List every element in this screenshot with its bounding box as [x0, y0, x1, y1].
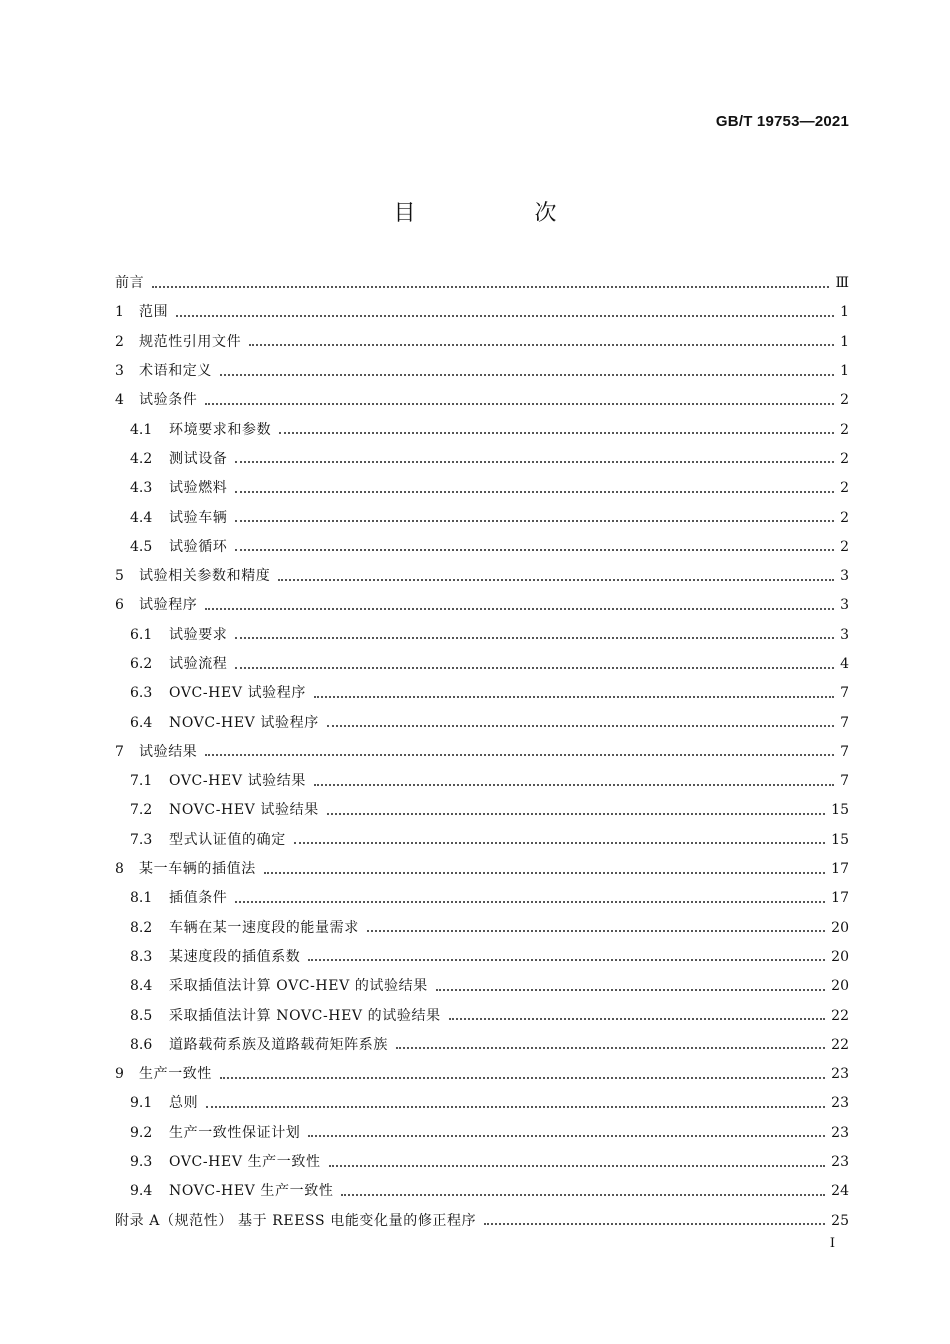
dot-leader [449, 1018, 825, 1020]
toc-entry[interactable] [115, 738, 849, 767]
toc-entry-title: 测试设备 [169, 450, 228, 467]
toc-entry-page: 25 [831, 1212, 849, 1229]
toc-entry-number: 6.1 [130, 626, 153, 643]
toc-entry-title: 试验车辆 [169, 509, 228, 526]
dot-leader [314, 784, 834, 786]
toc-entry[interactable] [115, 884, 849, 913]
toc-entry-page: 20 [831, 978, 849, 995]
toc-entry-page: 23 [831, 1124, 849, 1141]
toc-entry-page: 15 [831, 831, 849, 848]
toc-entry-title: 范围 [139, 304, 169, 321]
toc-entry-number: 8.2 [130, 919, 153, 936]
toc-entry-page: 23 [831, 1066, 849, 1083]
toc-entry-number: 1 [115, 304, 124, 321]
dot-leader [308, 959, 825, 961]
toc-entry-title: 生产一致性保证计划 [169, 1124, 301, 1141]
dot-leader [249, 344, 834, 346]
toc-entry-page: 23 [831, 1095, 849, 1112]
standard-number: GB/T 19753—2021 [715, 113, 849, 130]
toc-entry-title: 插值条件 [169, 890, 228, 907]
toc-entry-number: 7 [115, 743, 124, 760]
toc-entry-title: OVC-HEV 生产一致性 [169, 1154, 321, 1171]
toc-entry[interactable] [115, 679, 849, 708]
toc-entry-page: 23 [831, 1154, 849, 1171]
toc-entry-title: 环境要求和参数 [169, 421, 272, 438]
toc-entry[interactable] [115, 503, 849, 532]
toc-entry-page: 1 [840, 333, 849, 350]
toc-entry-page: 7 [840, 714, 849, 731]
toc-entry-number: 8 [115, 861, 124, 878]
toc-entry-number: 2 [115, 333, 124, 350]
toc-entry[interactable] [115, 972, 849, 1001]
toc-entry[interactable] [115, 474, 849, 503]
toc-entry-number: 7.3 [130, 831, 153, 848]
toc-entry-title: 附录 A（规范性） 基于 REESS 电能变化量的修正程序 [115, 1212, 477, 1229]
toc-entry-page: 20 [831, 948, 849, 965]
toc-entry-number: 7.1 [130, 773, 153, 790]
toc-entry-page: 2 [840, 450, 849, 467]
toc-entry[interactable] [115, 298, 849, 327]
toc-entry-page: 1 [840, 363, 849, 380]
toc-entry-title: OVC-HEV 试验结果 [169, 773, 306, 790]
dot-leader [176, 315, 834, 317]
toc-entry[interactable] [115, 445, 849, 474]
toc-entry-title: OVC-HEV 试验程序 [169, 685, 306, 702]
toc-entry-page: 1 [840, 304, 849, 321]
toc-entry[interactable] [115, 1207, 849, 1236]
toc-entry-number: 9.2 [130, 1124, 153, 1141]
toc-entry-number: 4.5 [130, 538, 153, 555]
toc-entry[interactable] [115, 1001, 849, 1030]
toc-entry-number: 7.2 [130, 802, 153, 819]
toc-entry-title: 总则 [169, 1095, 199, 1112]
table-of-contents [115, 269, 849, 1236]
toc-entry[interactable] [115, 415, 849, 444]
toc-entry[interactable] [115, 386, 849, 415]
toc-entry-number: 4.4 [130, 509, 153, 526]
dot-leader [308, 1135, 825, 1137]
toc-entry-page: 2 [840, 509, 849, 526]
dot-leader [484, 1223, 825, 1225]
dot-leader [327, 725, 834, 727]
toc-entry-page: 17 [831, 890, 849, 907]
toc-entry[interactable] [115, 708, 849, 737]
dot-leader [235, 901, 825, 903]
toc-entry-number: 6.3 [130, 685, 153, 702]
toc-entry-page: 3 [840, 597, 849, 614]
toc-entry[interactable] [115, 269, 849, 298]
toc-entry-page: 3 [840, 626, 849, 643]
toc-entry-title: 某速度段的插值系数 [169, 948, 301, 965]
toc-entry-number: 9.3 [130, 1154, 153, 1171]
dot-leader [264, 872, 825, 874]
toc-entry-number: 9.1 [130, 1095, 153, 1112]
toc-entry-page: 2 [840, 538, 849, 555]
toc-entry-number: 4.2 [130, 450, 153, 467]
toc-entry-title: 试验相关参数和精度 [139, 568, 271, 585]
toc-entry[interactable] [115, 914, 849, 943]
toc-entry[interactable] [115, 1177, 849, 1206]
toc-entry[interactable] [115, 1031, 849, 1060]
toc-entry-title: 试验燃料 [169, 480, 228, 497]
dot-leader [327, 813, 825, 815]
dot-leader [152, 286, 829, 288]
toc-entry-page: 17 [831, 861, 849, 878]
toc-entry[interactable] [115, 1119, 849, 1148]
toc-entry-number: 8.4 [130, 978, 153, 995]
toc-entry[interactable] [115, 1089, 849, 1118]
dot-leader [436, 989, 825, 991]
toc-entry-number: 6 [115, 597, 124, 614]
toc-entry-page: 24 [831, 1183, 849, 1200]
toc-entry-page: 2 [840, 480, 849, 497]
toc-entry-number: 6.4 [130, 714, 153, 731]
toc-entry-page: 20 [831, 919, 849, 936]
toc-entry-title: 试验结果 [139, 743, 198, 760]
toc-entry-title: 规范性引用文件 [139, 333, 242, 350]
toc-entry-title: 生产一致性 [139, 1066, 212, 1083]
toc-entry[interactable] [115, 1148, 849, 1177]
toc-entry-page: 7 [840, 773, 849, 790]
toc-entry[interactable] [115, 533, 849, 562]
dot-leader [220, 374, 834, 376]
toc-entry-number: 9 [115, 1066, 124, 1083]
toc-entry-page: 7 [840, 743, 849, 760]
dot-leader [206, 1106, 825, 1108]
dot-leader [341, 1194, 825, 1196]
toc-entry-page: Ⅲ [835, 275, 849, 292]
toc-entry-page: 2 [840, 421, 849, 438]
toc-entry-title: 试验要求 [169, 626, 228, 643]
toc-entry-number: 6.2 [130, 656, 153, 672]
toc-entry-number: 8.6 [130, 1036, 153, 1053]
page-number: I [829, 1236, 835, 1251]
toc-entry-title: NOVC-HEV 试验程序 [169, 714, 319, 731]
toc-entry-number: 4 [115, 392, 124, 409]
dot-leader [235, 549, 834, 551]
toc-entry-title: 试验流程 [169, 656, 228, 672]
toc-entry-title: 型式认证值的确定 [169, 831, 286, 848]
dot-leader [235, 461, 834, 463]
toc-entry-page: 15 [831, 802, 849, 819]
dot-leader [205, 403, 834, 405]
dot-leader [314, 696, 834, 698]
toc-entry-page: 7 [840, 685, 849, 702]
toc-title: 目 次 [393, 201, 613, 226]
toc-entry-number: 9.4 [130, 1183, 153, 1200]
toc-entry-page: 22 [831, 1036, 849, 1053]
toc-entry-title: NOVC-HEV 生产一致性 [169, 1183, 334, 1200]
toc-entry[interactable] [115, 1060, 849, 1089]
toc-entry[interactable] [115, 562, 849, 591]
toc-entry-page: 3 [840, 568, 849, 585]
toc-entry[interactable] [115, 357, 849, 386]
toc-entry-title: 试验程序 [139, 597, 198, 614]
toc-entry[interactable] [115, 591, 849, 620]
toc-entry-number: 8.1 [130, 890, 153, 907]
toc-entry-number: 8.5 [130, 1007, 153, 1024]
dot-leader [235, 491, 834, 493]
toc-entry-title: 道路载荷系族及道路载荷矩阵系族 [169, 1036, 388, 1053]
toc-entry-title: 某一车辆的插值法 [139, 861, 256, 878]
toc-entry[interactable] [115, 621, 849, 650]
dot-leader [294, 842, 825, 844]
toc-entry[interactable] [115, 826, 849, 855]
dot-leader [235, 667, 834, 669]
dot-leader [205, 608, 834, 610]
toc-entry[interactable] [115, 650, 849, 679]
dot-leader [235, 520, 834, 522]
toc-entry[interactable] [115, 767, 849, 796]
dot-leader [235, 637, 834, 639]
dot-leader [367, 930, 825, 932]
toc-entry-number: 3 [115, 363, 124, 380]
toc-entry-number: 5 [115, 568, 124, 585]
dot-leader [329, 1165, 826, 1167]
toc-entry-title: NOVC-HEV 试验结果 [169, 802, 319, 819]
toc-entry[interactable] [115, 796, 849, 825]
dot-leader [278, 579, 834, 581]
toc-entry-page: 2 [840, 392, 849, 409]
dot-leader [396, 1047, 825, 1049]
toc-entry[interactable] [115, 855, 849, 884]
toc-entry-title: 试验条件 [139, 392, 198, 409]
toc-entry-title: 采取插值法计算 OVC-HEV 的试验结果 [169, 978, 428, 995]
toc-entry-title: 车辆在某一速度段的能量需求 [169, 919, 359, 936]
dot-leader [220, 1077, 825, 1079]
dot-leader [205, 754, 834, 756]
toc-entry[interactable] [115, 328, 849, 357]
toc-entry-number: 8.3 [130, 948, 153, 965]
toc-entry-title: 试验循环 [169, 538, 228, 555]
toc-entry-page: 4 [840, 656, 849, 672]
toc-entry-title: 术语和定义 [139, 363, 212, 380]
toc-entry-title: 采取插值法计算 NOVC-HEV 的试验结果 [169, 1007, 441, 1024]
toc-entry-number: 4.3 [130, 480, 153, 497]
dot-leader [279, 432, 834, 434]
toc-entry[interactable] [115, 943, 849, 972]
toc-entry-title: 前言 [115, 275, 145, 292]
toc-entry-number: 4.1 [130, 421, 153, 438]
toc-entry-page: 22 [831, 1007, 849, 1024]
